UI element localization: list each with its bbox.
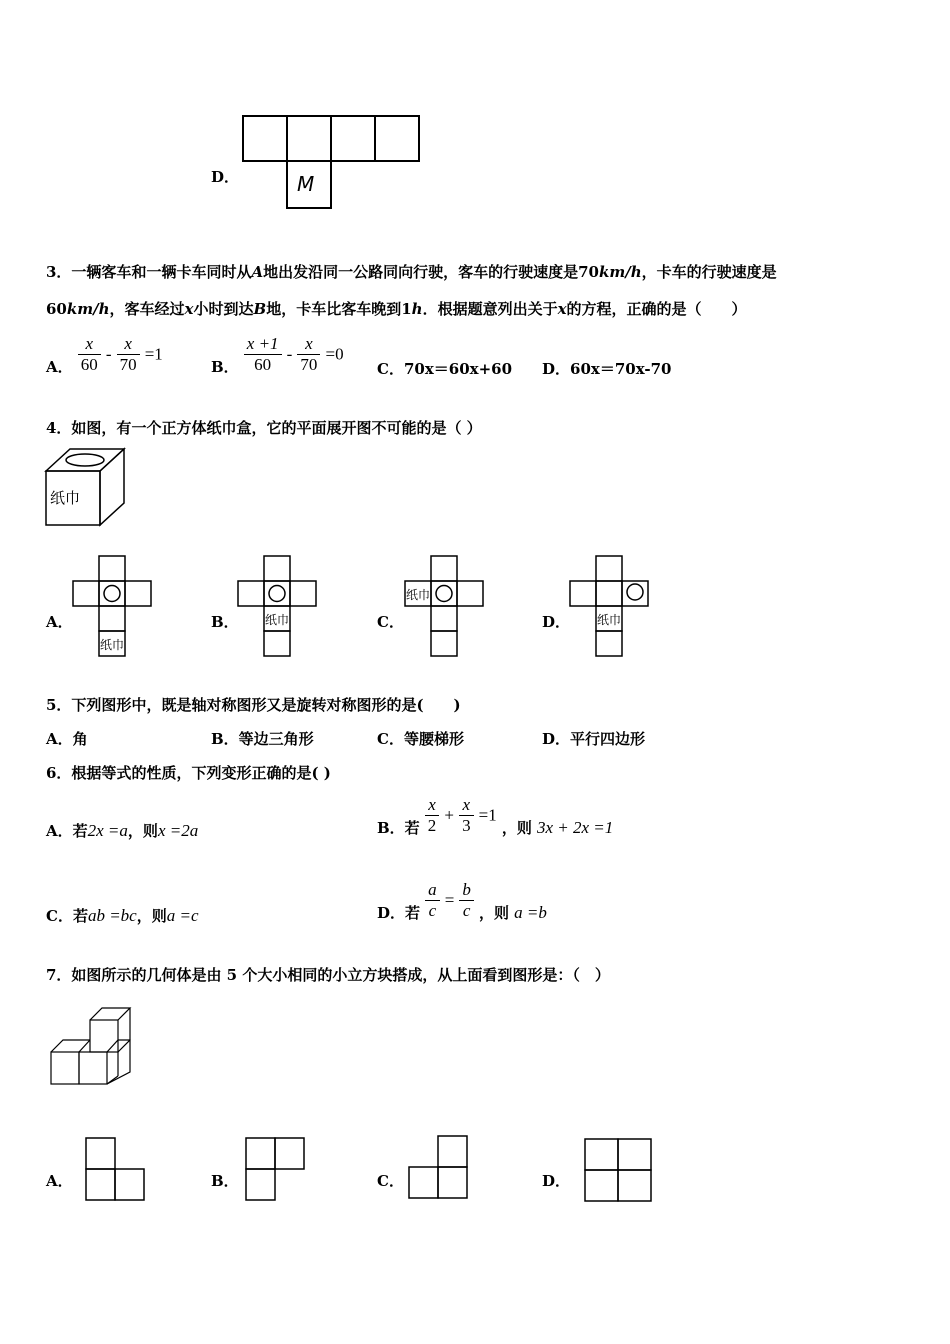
q4-option-d-net[interactable] <box>569 555 651 658</box>
q4-stem: 4．如图，有一个正方体纸巾盒，它的平面展开图不可能的是（ ） <box>46 419 482 437</box>
net-square <box>331 116 375 161</box>
q3-option-a[interactable]: A． $\frac{x}{60}$ - $\frac{x}{70}$ =1 <box>46 334 163 376</box>
q7-option-d-figure[interactable] <box>583 1137 653 1203</box>
svg-text:纸巾: 纸巾 <box>406 588 431 602</box>
q4-option-b-label[interactable]: B． <box>211 613 239 631</box>
q5-stem: 5．下列图形中，既是轴对称图形又是旋转对称图形的是( ) <box>46 696 461 714</box>
q7-stem: 7．如图所示的几何体是由 5 个大小相同的小立方块搭成，从上面看到图形是：（ ） <box>46 966 610 984</box>
q4-tissue-box <box>44 447 128 529</box>
q7-option-a-figure[interactable] <box>84 1136 146 1202</box>
q4-option-a-label[interactable]: A． <box>46 613 73 631</box>
q4-option-b-net[interactable] <box>237 555 319 658</box>
q7-option-a-label[interactable]: A． <box>46 1172 73 1190</box>
circle-icon <box>104 586 120 602</box>
q4-option-d-label[interactable]: D． <box>542 613 571 631</box>
circle-icon <box>436 586 452 602</box>
q2-option-d-label[interactable]: D． <box>211 168 240 186</box>
q6-option-c[interactable]: C．若ab =bc，则a =c <box>46 906 199 925</box>
q5-option-a[interactable]: A．角 <box>46 730 88 748</box>
q2-option-d-net[interactable] <box>240 113 425 213</box>
q7-option-b-label[interactable]: B． <box>211 1172 239 1190</box>
svg-text:纸巾: 纸巾 <box>100 638 125 652</box>
q6-option-b[interactable]: B．若 $\frac{x}{2}$ + $\frac{x}{3}$ =1 ，则 3x + 2x =1 <box>377 795 614 837</box>
q3-option-c[interactable]: C．70x＝60x+60 <box>377 360 513 378</box>
q7-option-c-figure[interactable] <box>407 1134 469 1200</box>
q3-stem-line1: 3．一辆客车和一辆卡车同时从A地出发沿同一公路同向行驶，客车的行驶速度是70km/h，卡车的行驶速度是 <box>46 263 777 281</box>
q6-stem: 6．根据等式的性质，下列变形正确的是( ) <box>46 764 331 782</box>
tissue-box-label: 纸巾 <box>50 489 81 507</box>
net-square <box>243 116 287 161</box>
q5-option-c[interactable]: C．等腰梯形 <box>377 730 464 748</box>
circle-icon <box>627 584 643 600</box>
svg-text:纸巾: 纸巾 <box>597 613 622 627</box>
q6-option-d[interactable]: D．若 $\frac{a}{c}$ = $\frac{b}{c}$ ，则 a =b <box>377 880 547 922</box>
q3-option-d[interactable]: D．60x＝70x-70 <box>542 360 672 378</box>
q3-option-b[interactable]: B． $\frac{x +1}{60}$ - $\frac{x}{70}$ =0 <box>211 334 344 376</box>
q7-option-c-label[interactable]: C． <box>377 1172 404 1190</box>
q4-option-a-net[interactable] <box>72 555 154 658</box>
q6-option-a[interactable]: A．若2x =a，则x =2a <box>46 821 199 840</box>
q7-solid-figure <box>46 1000 136 1090</box>
q4-option-c-net[interactable] <box>404 555 486 658</box>
net-m-label: M <box>297 172 315 196</box>
q5-option-b[interactable]: B．等边三角形 <box>211 730 314 748</box>
q4-option-c-label[interactable]: C． <box>377 613 404 631</box>
q7-option-b-figure[interactable] <box>244 1136 306 1202</box>
circle-icon <box>269 586 285 602</box>
net-square <box>375 116 419 161</box>
q3-stem-line2: 60km/h，客车经过x小时到达B地，卡车比客车晚到1h．根据题意列出关于x的方程，正确的是（ ） <box>46 300 747 318</box>
q5-option-d[interactable]: D．平行四边形 <box>542 730 646 748</box>
net-square <box>287 116 331 161</box>
svg-text:纸巾: 纸巾 <box>265 613 290 627</box>
q7-option-d-label[interactable]: D． <box>542 1172 571 1190</box>
